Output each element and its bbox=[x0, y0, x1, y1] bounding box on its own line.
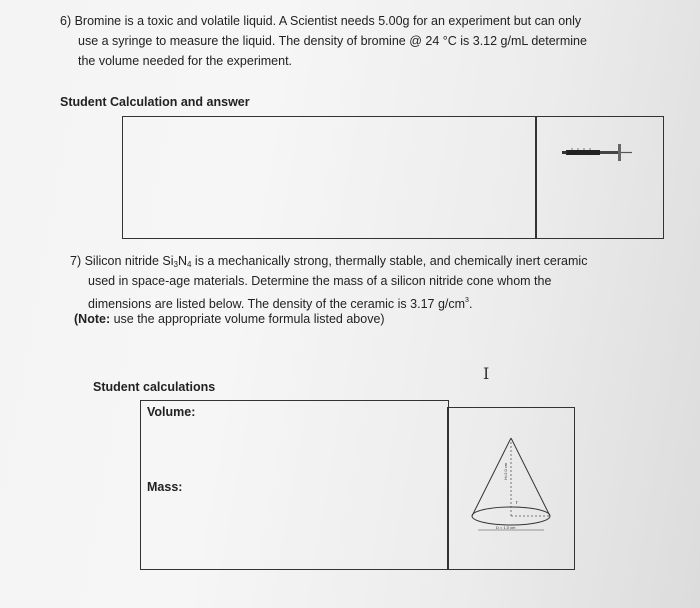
cone-diameter-label: D = 1.0 cm bbox=[496, 525, 516, 530]
q7-line-3: dimensions are listed below. The density of the ceramic is 3.17 $g/cm^3$. bbox=[88, 297, 473, 311]
mass-label: Mass: bbox=[147, 480, 183, 494]
q7-calc-heading: Student calculations bbox=[93, 380, 216, 394]
q6-answer-box bbox=[122, 116, 537, 239]
q7-note: (Note: use the appropriate volume formula listed above) bbox=[74, 312, 385, 326]
q6-line-1: 6) Bromine is a toxic and volatile liquid. A Scientist needs 5.00g for an experiment but can only bbox=[60, 14, 582, 28]
q7-calc-box bbox=[140, 400, 449, 570]
q6-line-3: the volume needed for the experiment. bbox=[78, 54, 293, 68]
syringe-icon bbox=[536, 117, 663, 238]
q6-syringe-box bbox=[535, 116, 664, 239]
q6-answer-heading: Student Calculation and answer bbox=[60, 95, 250, 109]
text-cursor-icon: I bbox=[483, 364, 490, 383]
cone-radius-label: r bbox=[516, 500, 518, 506]
volume-label: Volume: bbox=[147, 405, 196, 419]
q6-line-2: use a syringe to measure the liquid. The density of bromine @ 24 °C is 3.12 g/mL determine bbox=[78, 34, 587, 48]
cone-height-label: H=2.0 cm bbox=[503, 462, 508, 480]
q7-line-1: 7) Silicon nitride $Si_3N_4$ is a mechanically strong, thermally stable, and chemically inert ceramic bbox=[70, 254, 588, 269]
q7-line-2: used in space-age materials. Determine the mass of a silicon nitride cone whom the bbox=[88, 274, 552, 288]
q7-cone-box bbox=[447, 407, 575, 570]
cone-diagram-icon bbox=[448, 408, 574, 569]
